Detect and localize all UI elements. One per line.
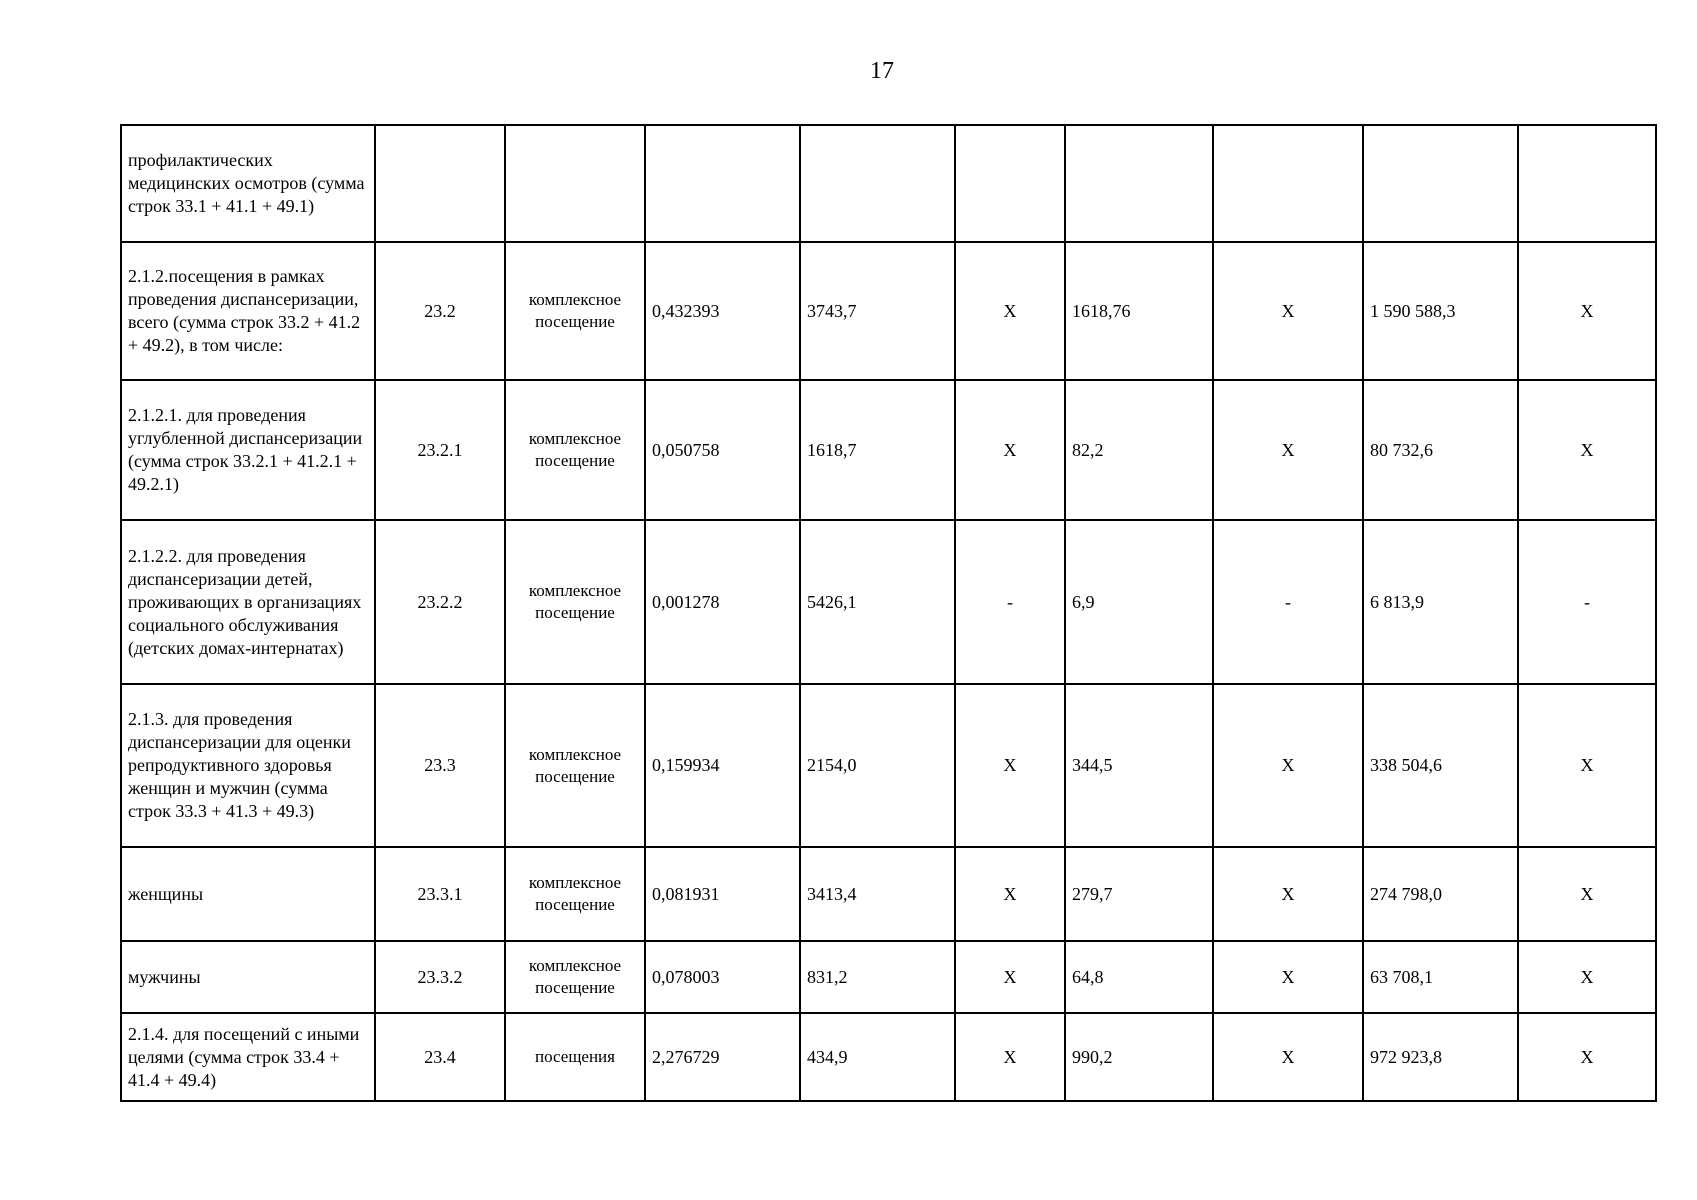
- cell-indicator-name: 2.1.3. для проведения диспансеризации для оценки репродуктивного здоровья женщин и мужчин (сумма строк 33.3 + 41.3 + 49.3): [121, 684, 375, 847]
- table-row: [121, 380, 1656, 520]
- table-row: [121, 1013, 1656, 1101]
- cell-indicator-name: женщины: [121, 847, 375, 941]
- cell-volume-norm: 2,276729: [645, 1013, 800, 1101]
- cell-col-6: Х: [955, 380, 1065, 520]
- cell-col-6: Х: [955, 941, 1065, 1013]
- cell-row-code: 23.2.2: [375, 520, 505, 684]
- cell-col-6: -: [955, 520, 1065, 684]
- cell-cost-norm: 1618,7: [800, 380, 955, 520]
- cell-cost-norm: 3743,7: [800, 242, 955, 380]
- cell-col-10: Х: [1518, 242, 1656, 380]
- table-row: [121, 125, 1656, 242]
- cell-indicator-name: 2.1.4. для посещений с иными целями (сумма строк 33.4 + 41.4 + 49.4): [121, 1013, 375, 1101]
- table-row: [121, 242, 1656, 380]
- cell-col-7: 6,9: [1065, 520, 1213, 684]
- cell-unit: комплексное посещение: [505, 520, 645, 684]
- cell-col-6: Х: [955, 1013, 1065, 1101]
- cell-col-7: 990,2: [1065, 1013, 1213, 1101]
- cell-col-9: 6 813,9: [1363, 520, 1518, 684]
- page-number: 17: [870, 58, 894, 84]
- cell-row-code: 23.2.1: [375, 380, 505, 520]
- cell-cost-norm: 5426,1: [800, 520, 955, 684]
- cell-unit: комплексное посещение: [505, 380, 645, 520]
- cell-volume-norm: 0,050758: [645, 380, 800, 520]
- cell-row-code: 23.3.1: [375, 847, 505, 941]
- cell-indicator-name: мужчины: [121, 941, 375, 1013]
- cell-col-8: [1213, 125, 1363, 242]
- cell-col-9: 63 708,1: [1363, 941, 1518, 1013]
- cell-col-8: -: [1213, 520, 1363, 684]
- cell-col-10: Х: [1518, 847, 1656, 941]
- cell-unit: комплексное посещение: [505, 684, 645, 847]
- table-row: [121, 520, 1656, 684]
- cell-unit: [505, 125, 645, 242]
- cell-unit: посещения: [505, 1013, 645, 1101]
- cell-volume-norm: 0,432393: [645, 242, 800, 380]
- cell-col-10: [1518, 125, 1656, 242]
- table-row: [121, 684, 1656, 847]
- cell-col-7: 344,5: [1065, 684, 1213, 847]
- cell-col-8: Х: [1213, 847, 1363, 941]
- cell-col-10: -: [1518, 520, 1656, 684]
- cell-unit: комплексное посещение: [505, 242, 645, 380]
- cell-col-9: 338 504,6: [1363, 684, 1518, 847]
- cell-volume-norm: [645, 125, 800, 242]
- cell-indicator-name: 2.1.2.посещения в рамках проведения диспансеризации, всего (сумма строк 33.2 + 41.2 + 49.2), в том числе:: [121, 242, 375, 380]
- cell-row-code: [375, 125, 505, 242]
- cell-cost-norm: [800, 125, 955, 242]
- cell-unit: комплексное посещение: [505, 847, 645, 941]
- cell-col-8: Х: [1213, 1013, 1363, 1101]
- table-row: [121, 847, 1656, 941]
- cell-row-code: 23.2: [375, 242, 505, 380]
- cell-col-7: 279,7: [1065, 847, 1213, 941]
- cell-row-code: 23.4: [375, 1013, 505, 1101]
- cell-volume-norm: 0,159934: [645, 684, 800, 847]
- cell-col-6: Х: [955, 242, 1065, 380]
- cell-col-6: Х: [955, 847, 1065, 941]
- cell-cost-norm: 2154,0: [800, 684, 955, 847]
- cell-cost-norm: 3413,4: [800, 847, 955, 941]
- cell-col-10: Х: [1518, 941, 1656, 1013]
- table-row: [121, 941, 1656, 1013]
- cell-col-6: Х: [955, 684, 1065, 847]
- cell-col-10: Х: [1518, 1013, 1656, 1101]
- cell-indicator-name: профилактических медицинских осмотров (сумма строк 33.1 + 41.1 + 49.1): [121, 125, 375, 242]
- cell-col-7: [1065, 125, 1213, 242]
- cell-volume-norm: 0,081931: [645, 847, 800, 941]
- cell-col-9: 972 923,8: [1363, 1013, 1518, 1101]
- cell-col-7: 82,2: [1065, 380, 1213, 520]
- cell-volume-norm: 0,001278: [645, 520, 800, 684]
- cell-col-8: Х: [1213, 684, 1363, 847]
- cell-indicator-name: 2.1.2.1. для проведения углубленной диспансеризации (сумма строк 33.2.1 + 41.2.1 + 49.2.1): [121, 380, 375, 520]
- cell-col-8: Х: [1213, 380, 1363, 520]
- cell-col-8: Х: [1213, 242, 1363, 380]
- cell-col-9: 274 798,0: [1363, 847, 1518, 941]
- cell-unit: комплексное посещение: [505, 941, 645, 1013]
- cell-col-10: Х: [1518, 380, 1656, 520]
- cell-row-code: 23.3.2: [375, 941, 505, 1013]
- cell-col-7: 1618,76: [1065, 242, 1213, 380]
- cell-col-9: 80 732,6: [1363, 380, 1518, 520]
- cell-col-8: Х: [1213, 941, 1363, 1013]
- cell-col-10: Х: [1518, 684, 1656, 847]
- cell-row-code: 23.3: [375, 684, 505, 847]
- cell-indicator-name: 2.1.2.2. для проведения диспансеризации детей, проживающих в организациях социального обслуживания (детских домах-интернатах): [121, 520, 375, 684]
- cell-cost-norm: 434,9: [800, 1013, 955, 1101]
- norms-table: [120, 124, 1657, 1102]
- cell-col-6: [955, 125, 1065, 242]
- cell-col-9: [1363, 125, 1518, 242]
- cell-col-9: 1 590 588,3: [1363, 242, 1518, 380]
- cell-col-7: 64,8: [1065, 941, 1213, 1013]
- cell-cost-norm: 831,2: [800, 941, 955, 1013]
- cell-volume-norm: 0,078003: [645, 941, 800, 1013]
